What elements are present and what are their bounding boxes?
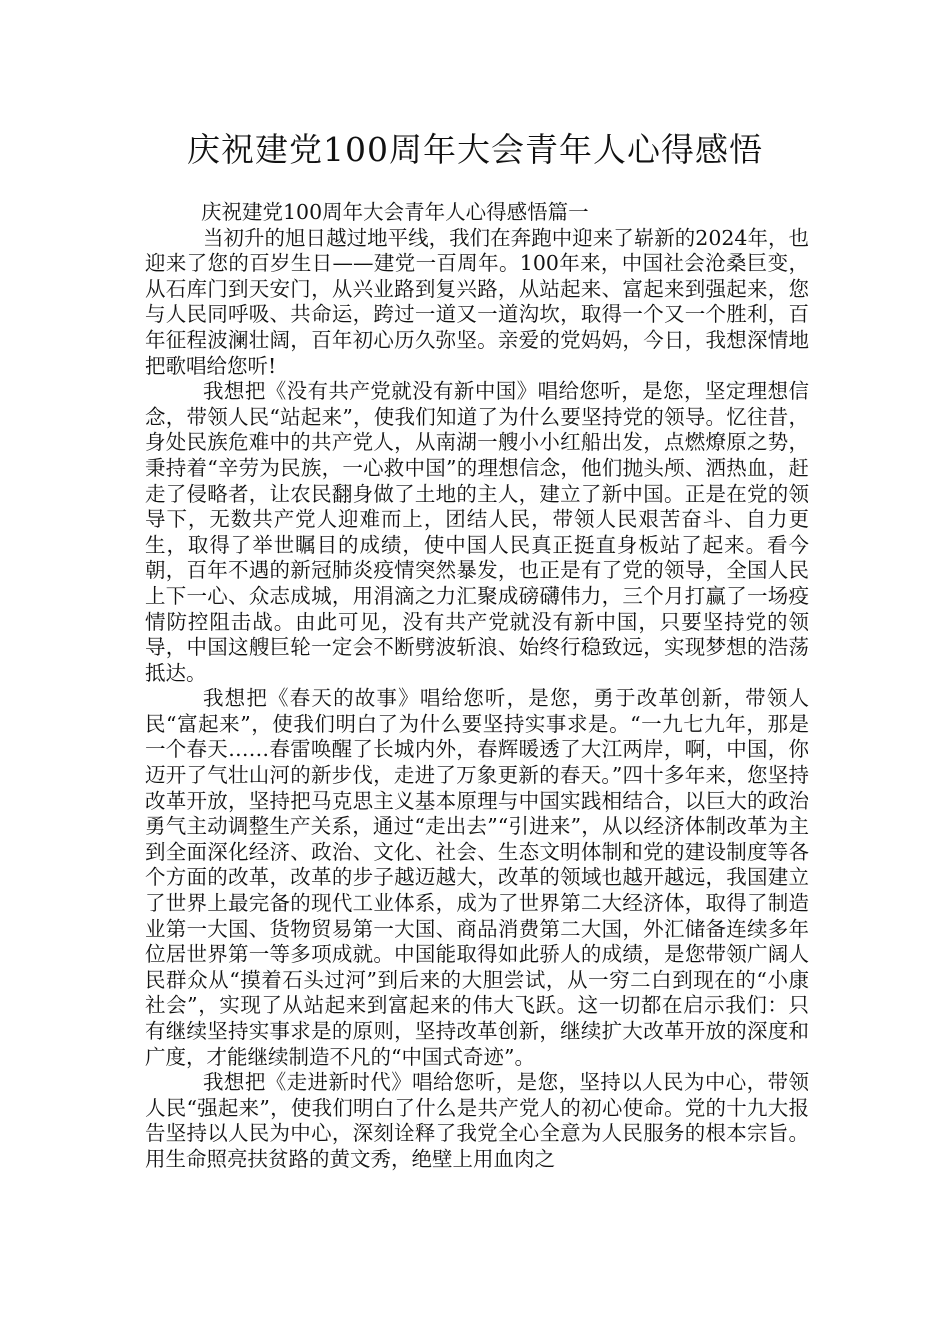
paragraph-1: 当初升的旭日越过地平线，我们在奔跑中迎来了崭新的2024年，也迎来了您的百岁生日——建党一百周年。100年来，中国社会沧桑巨变，从石库门到天安门，从兴业路到复兴路，从站起来、富起来到强起来，您与人民同呼吸、共命运，跨过一道又一道沟坎，取得一个又一个胜利，百年征程波澜壮阔，百年初心历久弥坚。亲爱的党妈妈，今日，我想深情地把歌唱给您听!: [145, 225, 809, 378]
document-body: [145, 200, 809, 1173]
paragraph-2: 我想把《没有共产党就没有新中国》唱给您听，是您，坚定理想信念，带领人民“站起来”，使我们知道了为什么要坚持党的领导。忆往昔，身处民族危难中的共产党人，从南湖一艘小小红船出发，点燃燎原之势，秉持着“辛劳为民族，一心救中国”的理想信念，他们抛头颅、洒热血，赶走了侵略者，让农民翻身做了土地的主人，建立了新中国。正是在党的领导下，无数共产党人迎难而上，团结人民，带领人民艰苦奋斗、自力更生，取得了举世瞩目的成绩，使中国人民真正挺直身板站了起来。看今朝，百年不遇的新冠肺炎疫情突然暴发，也正是有了党的领导，全国人民上下一心、众志成城，用涓滴之力汇聚成磅礴伟力，三个月打赢了一场疫情防控阻击战。由此可见，没有共产党就没有新中国，只要坚持党的领导，中国这艘巨轮一定会不断劈波斩浪、始终行稳致远，实现梦想的浩荡抵达。: [145, 379, 809, 685]
paragraph-4: 我想把《走进新时代》唱给您听，是您，坚持以人民为中心，带领人民“强起来”，使我们明白了什么是共产党人的初心使命。党的十九大报告坚持以人民为中心，深刻诠释了我党全心全意为人民服务的根本宗旨。用生命照亮扶贫路的黄文秀，绝壁上用血肉之: [145, 1070, 809, 1171]
paragraph-3: 我想把《春天的故事》唱给您听，是您，勇于改革创新，带领人民“富起来”，使我们明白了为什么要坚持实事求是。“一九七九年，那是一个春天……春雷唤醒了长城内外，春辉暖透了大江两岸，啊，中国，你迈开了气壮山河的新步伐，走进了万象更新的春天。”四十多年来，您坚持改革开放，坚持把马克思主义基本原理与中国实践相结合，以巨大的政治勇气主动调整生产关系，通过“走出去”“引进来”，从以经济体制改革为主到全面深化经济、政治、文化、社会、生态文明体制和党的建设制度等各个方面的改革，改革的步子越迈越大，改革的领域也越开越远，我国建立了世界上最完备的现代工业体系，成为了世界第二大经济体，取得了制造业第一大国、货物贸易第一大国、商品消费第二大国，外汇储备连续多年位居世界第一等多项成就。中国能取得如此骄人的成绩，是您带领广阔人民群众从“摸着石头过河”到后来的大胆尝试，从一穷二白到现在的“小康社会”，实现了从站起来到富起来的伟大飞跃。这一切都在启示我们：只有继续坚持实事求是的原则，坚持改革创新，继续扩大改革开放的深度和广度，才能继续制造不凡的“中国式奇迹”。: [145, 686, 809, 1069]
document-title: 庆祝建党100周年大会青年人心得感悟: [187, 130, 763, 169]
document-subtitle: 庆祝建党100周年大会青年人心得感悟篇一: [201, 200, 589, 224]
